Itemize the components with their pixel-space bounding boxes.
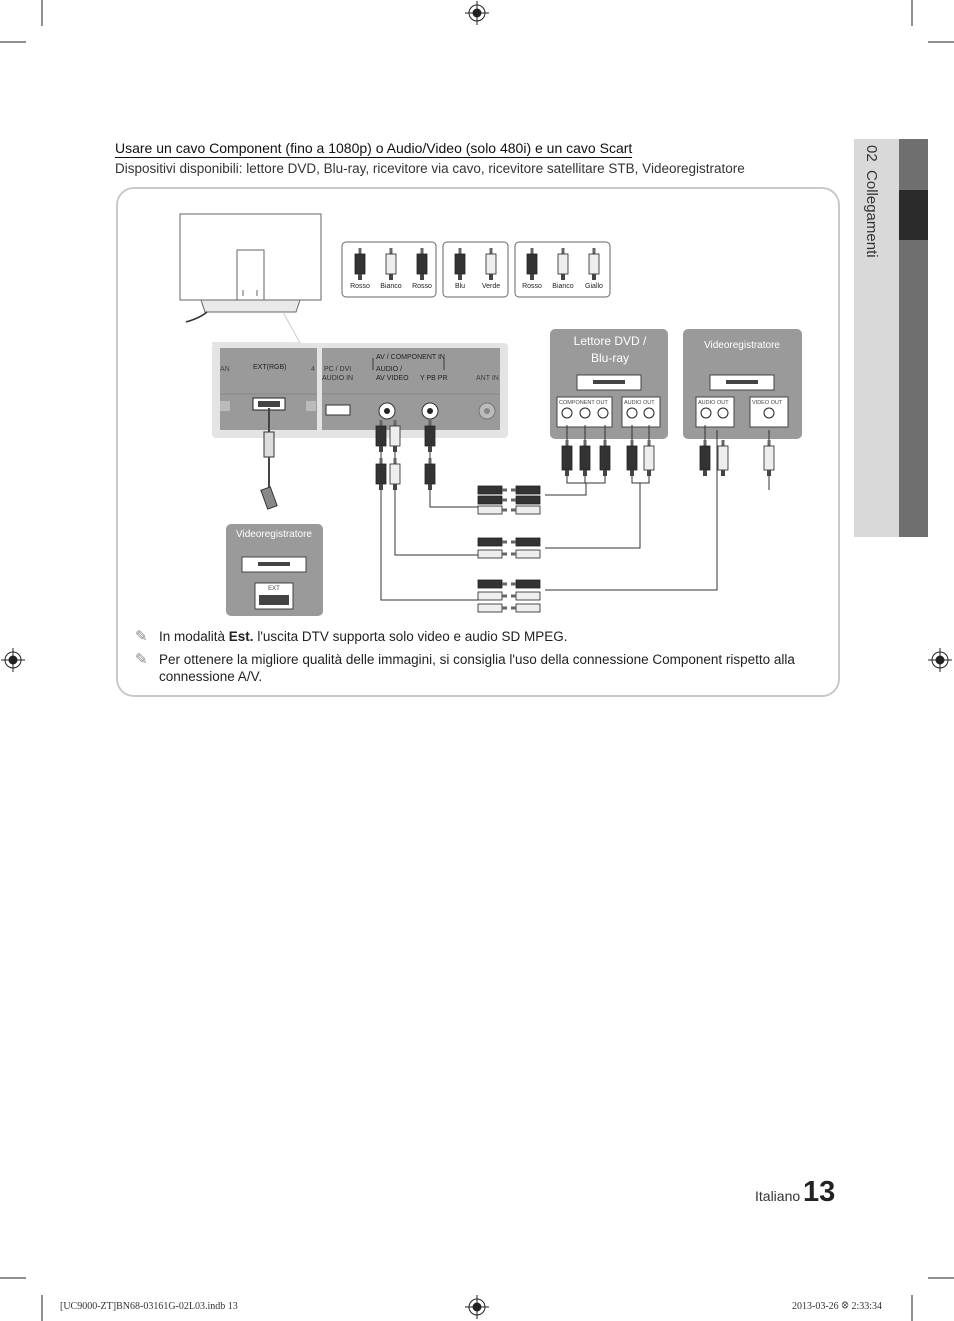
footer-timestamp: 2013-03-26 ꕕ 2:33:34	[792, 1301, 883, 1312]
vcr-right-video-out-label: VIDEO OUT	[752, 400, 783, 406]
rca-plug-icon	[718, 440, 728, 476]
chapter-tab-active-block	[899, 190, 928, 240]
pc-audio-port	[326, 405, 350, 415]
rca-plug-icon	[511, 592, 540, 600]
panel-label-ypbpr: Y PB PR	[420, 375, 448, 382]
vcr-left-ext-label: EXT	[268, 586, 280, 592]
panel-label-an: AN	[220, 366, 230, 373]
panel-label-av-component: AV / COMPONENT IN	[376, 354, 445, 361]
rca-plug-icon	[700, 440, 710, 476]
dvd-player-device	[550, 329, 668, 439]
chapter-number: 02	[863, 145, 880, 162]
dvd-title-line2: Blu-ray	[590, 351, 630, 365]
dvd-component-out-label: COMPONENT OUT	[559, 400, 608, 406]
rca-plug-icon	[764, 440, 774, 476]
chapter-tab-block	[899, 240, 928, 537]
rca-plug-icon	[425, 458, 435, 490]
rca-plug-icon	[580, 440, 590, 476]
panel-label-audio-in: AUDIO IN	[322, 375, 354, 382]
note-bold: Est.	[228, 629, 254, 644]
notes-section	[135, 628, 815, 691]
page-language: Italiano	[755, 1188, 801, 1204]
panel-label-pc: PC / DVI	[324, 366, 352, 373]
rca-plug-icon	[511, 580, 540, 588]
tv-rear-panel	[212, 343, 508, 438]
panel-label-av-video: AV VIDEO	[376, 375, 409, 382]
page-number: 13	[803, 1176, 836, 1208]
vcr-device-left	[226, 524, 323, 616]
rca-plug-icon	[600, 440, 610, 476]
rca-plug-icon	[511, 506, 540, 514]
plug-label-rosso: Rosso	[522, 283, 542, 290]
note-text: Per ottenere la migliore qualità delle immagini, si consiglia l'uso della connessione Component rispetto alla connessione A/V.	[159, 652, 795, 684]
rca-plug-icon	[478, 592, 507, 600]
rca-plug-icon	[511, 496, 540, 504]
rca-plug-icon	[511, 604, 540, 612]
rca-plug-icon	[511, 538, 540, 546]
note-text: l'uscita DTV supporta solo video e audio SD MPEG.	[253, 629, 568, 644]
footer-file: [UC9000-ZT]BN68-03161G-02L03.indb 13	[60, 1301, 238, 1312]
note-text: In modalità	[159, 629, 229, 644]
vcr-scart-port	[259, 595, 289, 605]
vcr-left-title: Videoregistratore	[236, 529, 312, 540]
rca-plug-icon	[478, 550, 507, 558]
tv-icon	[180, 214, 321, 322]
dvd-audio-out-label: AUDIO OUT	[624, 400, 655, 406]
rca-plug-icon	[511, 486, 540, 494]
rca-plug-icon	[478, 604, 507, 612]
panel-label-4: 4	[311, 366, 315, 373]
rca-plug-icon	[478, 538, 507, 546]
dvd-title-line1: Lettore DVD /	[573, 334, 647, 348]
chapter-tab-block	[899, 139, 928, 190]
panel-label-ant-in: ANT IN	[476, 375, 499, 382]
chapter-title: Collegamenti	[863, 170, 880, 258]
pencil-note-icon: ✎	[135, 651, 148, 668]
rca-plug-icon	[390, 458, 400, 490]
rca-plug-icon	[478, 506, 507, 514]
rca-plug-icon	[511, 550, 540, 558]
plug-label-rosso: Rosso	[350, 283, 370, 290]
rca-plug-icon	[478, 496, 507, 504]
chapter-tab-label	[856, 145, 896, 405]
connection-diagram	[116, 187, 838, 627]
rca-plug-icon	[627, 440, 637, 476]
section-title: Usare un cavo Component (fino a 1080p) o Audio/Video (solo 480i) e un cavo Scart	[115, 140, 633, 156]
plug-label-blu: Blu	[454, 283, 466, 290]
plug-label-giallo: Giallo	[585, 283, 603, 290]
panel-label-audio: AUDIO /	[376, 366, 403, 373]
plug-label-rosso: Rosso	[412, 283, 432, 290]
note-item	[135, 628, 815, 645]
cable-lines	[381, 420, 769, 600]
pencil-note-icon: ✎	[135, 628, 148, 645]
plug-label-verde: Verde	[481, 283, 501, 290]
rca-plug-icon	[478, 580, 507, 588]
rca-plug-icon	[376, 458, 386, 490]
section-subtitle: Dispositivi disponibili: lettore DVD, Blu-ray, ricevitore via cavo, ricevitore satellitare STB, Videoregistratore	[115, 161, 745, 176]
plug-label-bianco: Bianco	[552, 283, 574, 290]
rca-plug-icon	[644, 440, 654, 476]
note-item	[135, 651, 815, 685]
vcr-right-audio-out-label: AUDIO OUT	[698, 400, 729, 406]
rca-plug-icon	[478, 486, 507, 494]
vcr-right-title: Videoregistratore	[704, 340, 780, 351]
panel-label-ext: EXT(RGB)	[253, 364, 287, 371]
plug-label-bianco: Bianco	[380, 283, 402, 290]
rca-plug-icon	[562, 440, 572, 476]
vcr-device-right	[683, 329, 802, 439]
